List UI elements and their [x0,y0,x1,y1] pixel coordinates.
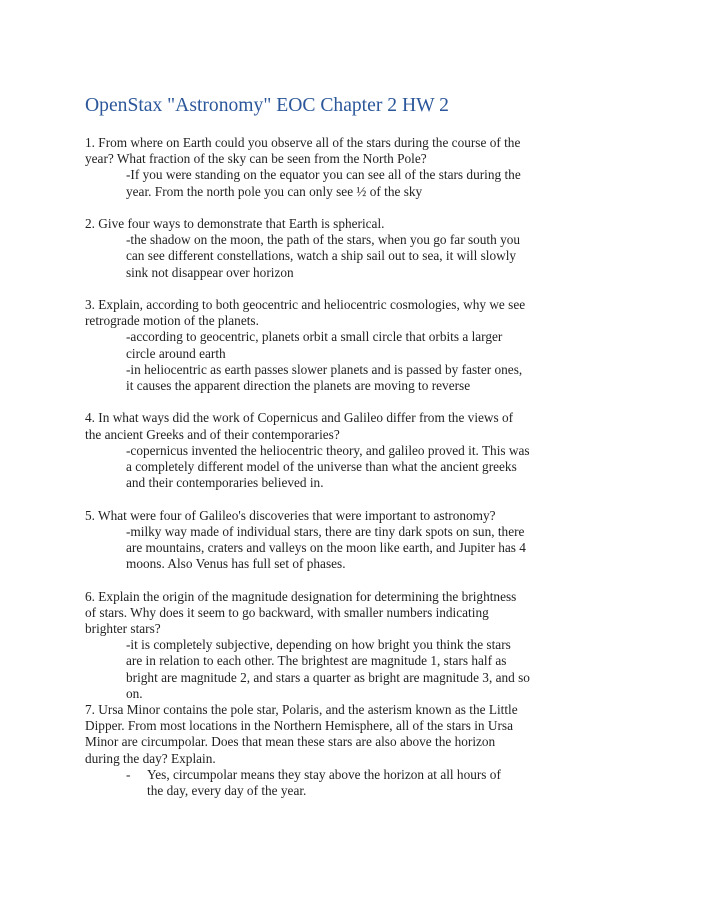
qa-item-3 [85,297,535,394]
question-7: 7. Ursa Minor contains the pole star, Polaris, and the asterism known as the Little Dipper. From most locations in the Northern Hemisphere, all of the stars in Ursa Minor are circumpolar. Does that mean these stars are also above the horizon during the day? Explain. [85,702,518,766]
document-title: OpenStax "Astronomy" EOC Chapter 2 HW 2 [85,95,449,116]
question-6: 6. Explain the origin of the magnitude designation for determining the brightness of stars. Why does it seem to go backward, with smaller numbers indicating brighter stars? [85,588,517,637]
qa-item-7 [85,702,535,799]
question-3: 3. Explain, according to both geocentric and heliocentric cosmologies, why we see retrograde motion of the planets. [85,297,526,329]
bullet-dash-icon: - [126,766,131,782]
answer-5 [126,524,530,573]
qa-item-5 [85,508,535,573]
question-5: 5. What were four of Galileo's discoveries that were important to astronomy? [85,507,496,523]
answer-7-bullet-text: Yes, circumpolar means they stay above the horizon at all hours of the day, every day of the year. [147,766,501,799]
answer-2 [126,232,530,281]
answer-6-line-1: -it is completely subjective, depending on how bright you think the stars are in relation to each other. The brightest are magnitude 1, stars half as bright are magnitude 2, and stars a quarter as bright are magnitude 3, and so on. [126,637,530,701]
answer-2-line-1: -the shadow on the moon, the path of the stars, when you go far south you can see different constellations, watch a ship sail out to sea, it will slowly sink not disappear over horizon [126,232,521,280]
answer-4 [126,443,530,492]
answer-6 [126,637,530,702]
question-4: 4. In what ways did the work of Copernicus and Galileo differ from the views of the ancient Greeks and of their contemporaries? [85,410,514,442]
qa-item-2 [85,216,535,281]
answer-3-line-1: -according to geocentric, planets orbit a small circle that orbits a larger circle around earth [126,329,503,361]
question-2: 2. Give four ways to demonstrate that Earth is spherical. [85,216,385,231]
answer-5-line-1: -milky way made of individual stars, there are tiny dark spots on sun, there are mountains, craters and valleys on the moon like earth, and Jupiter has 4 moons. Also Venus has full set of phases. [126,523,526,572]
answer-1 [126,167,530,199]
qa-item-6 [85,589,535,702]
answer-7-bullet-list [85,767,535,799]
qa-item-4 [85,410,535,491]
document-page [85,94,535,799]
answer-3-line-2: -in heliocentric as earth passes slower planets and is passed by faster ones, it causes the apparent direction the planets are moving to reverse [126,361,523,394]
answer-1-line-1: -If you were standing on the equator you can see all of the stars during the year. From the north pole you can only see ½ of the sky [126,167,521,199]
answer-4-line-1: -copernicus invented the heliocentric theory, and galileo proved it. This was a completely different model of the universe than what the ancient greeks and their contemporaries believed in. [126,442,530,491]
answer-3 [126,329,530,394]
question-1: 1. From where on Earth could you observe all of the stars during the course of the year? What fraction of the sky can be seen from the North Pole? [85,135,521,167]
answer-7-bullet-item [85,767,520,799]
qa-item-1 [85,135,535,200]
